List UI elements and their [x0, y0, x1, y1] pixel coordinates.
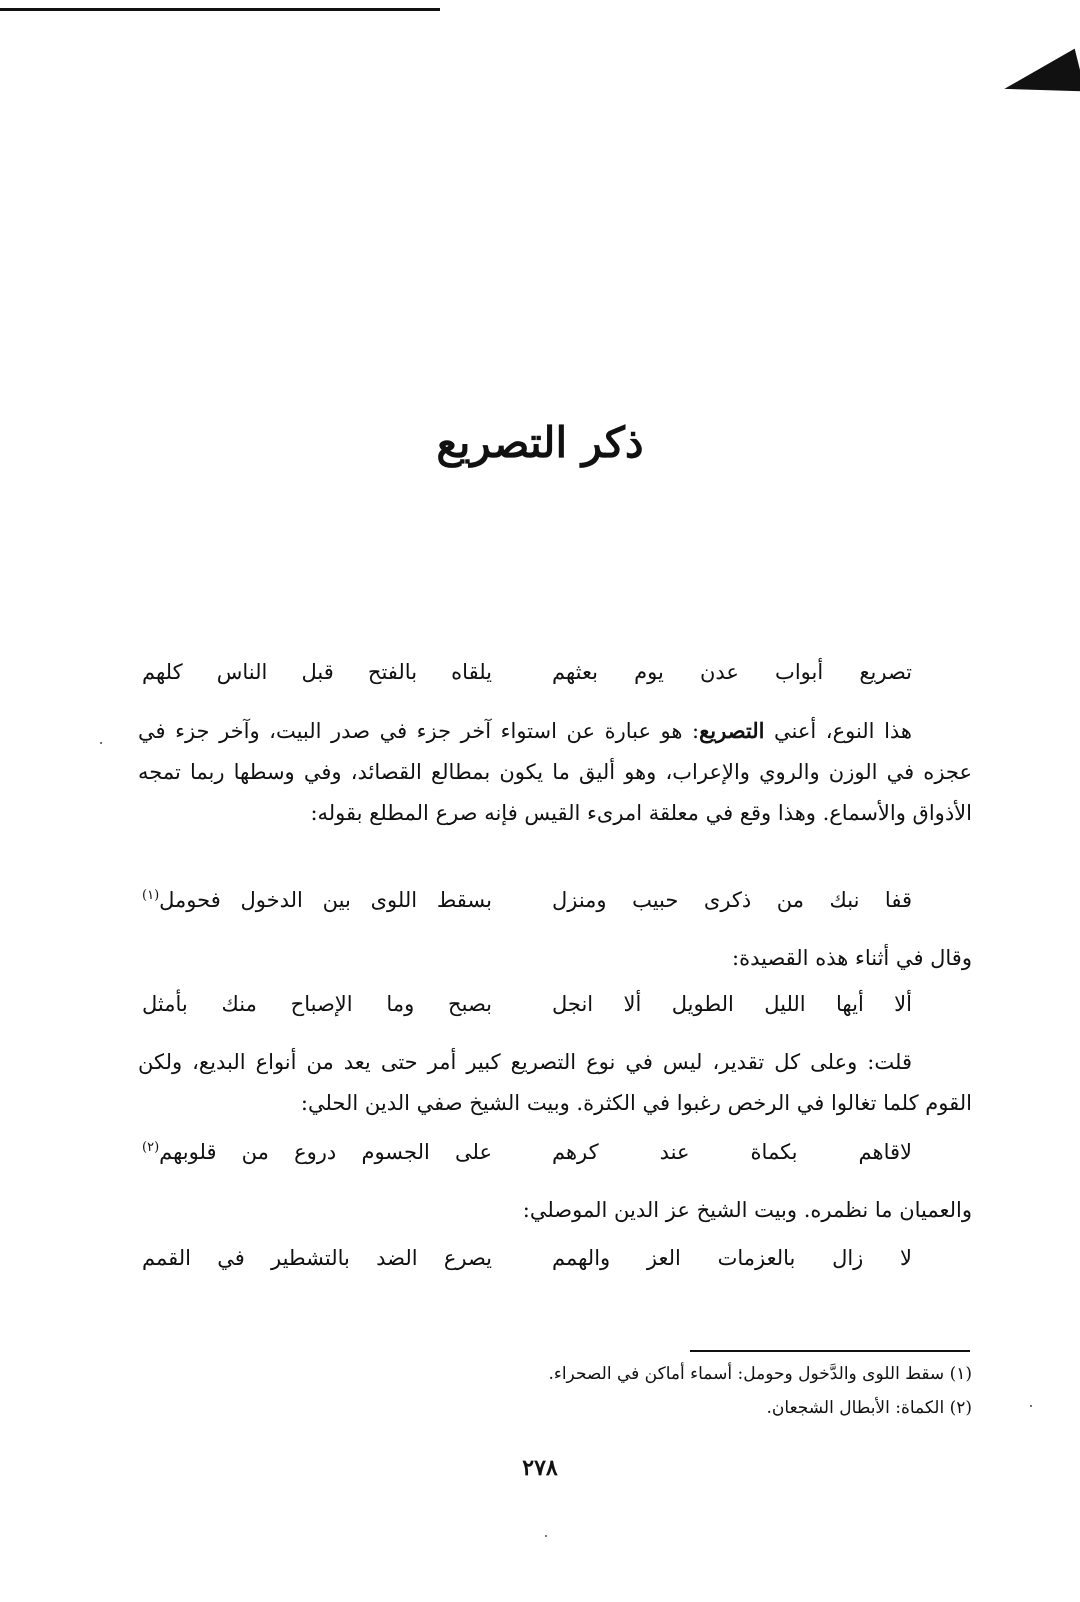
- verse-4: [138, 1140, 972, 1164]
- page-number: ٢٧٨: [522, 1455, 558, 1481]
- verse-2: [138, 888, 972, 912]
- verse-1-second-hemistich: يلقاه بالفتح قبل الناس كلهم: [142, 660, 492, 684]
- paragraph-1-rest: : هو عبارة عن استواء آخر جزء في صدر البيت، وآخر جزء في عجزه في الوزن والروي والإعراب، وهو أليق ما يكون بمطالع القصائد، وفي وسطها ربما تمجه الأذواق والأسماع. وهذا وقع في معلقة امرىء القيس فإنه صرع المطلع بقوله:: [138, 719, 972, 825]
- line-between-verses-2-text: والعميان ما نظمره. وبيت الشيخ عز الدين الموصلي:: [522, 1198, 972, 1222]
- verse-1-first-hemistich: تصريع أبواب عدن يوم بعثهم: [552, 660, 912, 684]
- verse-2-first-hemistich: قفا نبك من ذكرى حبيب ومنزل: [552, 888, 912, 912]
- verse-4-second-hemistich: [142, 1140, 552, 1164]
- body-text: [138, 0, 972, 1340]
- corner-mark: [999, 49, 1080, 111]
- scan-speck: [545, 1535, 547, 1537]
- line-between-verses: [138, 938, 972, 979]
- paragraph-1-lead: هذا النوع، أعني: [764, 719, 913, 743]
- verse-2-second-hemistich: [142, 888, 552, 912]
- footnote-separator: [690, 1350, 970, 1352]
- verse-2-second-text: بسقط اللوى بين الدخول فحومل: [159, 888, 492, 912]
- verse-5-second-hemistich: يصرع الضد بالتشطير في القمم: [142, 1246, 492, 1270]
- verse-1: [138, 660, 972, 684]
- verse-3-first-hemistich: ألا أيها الليل الطويل ألا انجل: [552, 992, 912, 1016]
- paragraph-2-text: قلت: وعلى كل تقدير، ليس في نوع التصريع كبير أمر حتى يعد من أنواع البديع، ولكن القوم كلما تغالوا في الرخص رغبوا في الكثرة. وبيت الشيخ صفي الدين الحلي:: [138, 1050, 972, 1115]
- verse-5-first-hemistich: لا زال بالعزمات العز والهمم: [552, 1246, 912, 1270]
- paragraph-1-term: التصريع: [699, 718, 765, 743]
- scan-speck: [1030, 1405, 1032, 1407]
- line-between-verses-2: [138, 1190, 972, 1231]
- verse-4-second-text: على الجسوم دروع من قلوبهم: [159, 1140, 492, 1164]
- paragraph-1: [138, 710, 972, 834]
- paragraph-2: [138, 1042, 972, 1124]
- scan-speck: [100, 742, 102, 744]
- footnote-1: (١) سقط اللوى والدَّخول وحومل: أسماء أماكن في الصحراء.: [548, 1364, 972, 1384]
- chapter-title: ذكر التصريع: [436, 418, 644, 467]
- footnote-2: (٢) الكماة: الأبطال الشجعان.: [766, 1398, 972, 1418]
- verse-3: [138, 992, 972, 1016]
- footnote-ref-1: (١): [142, 888, 160, 903]
- verse-5: [138, 1246, 972, 1270]
- footnote-ref-2: (٢): [142, 1140, 160, 1155]
- verse-4-first-hemistich: لاقاهم بكماة عند كرهم: [552, 1140, 912, 1164]
- verse-3-second-hemistich: بصبح وما الإصباح منك بأمثل: [142, 992, 492, 1016]
- line-between-verses-text: وقال في أثناء هذه القصيدة:: [732, 946, 972, 970]
